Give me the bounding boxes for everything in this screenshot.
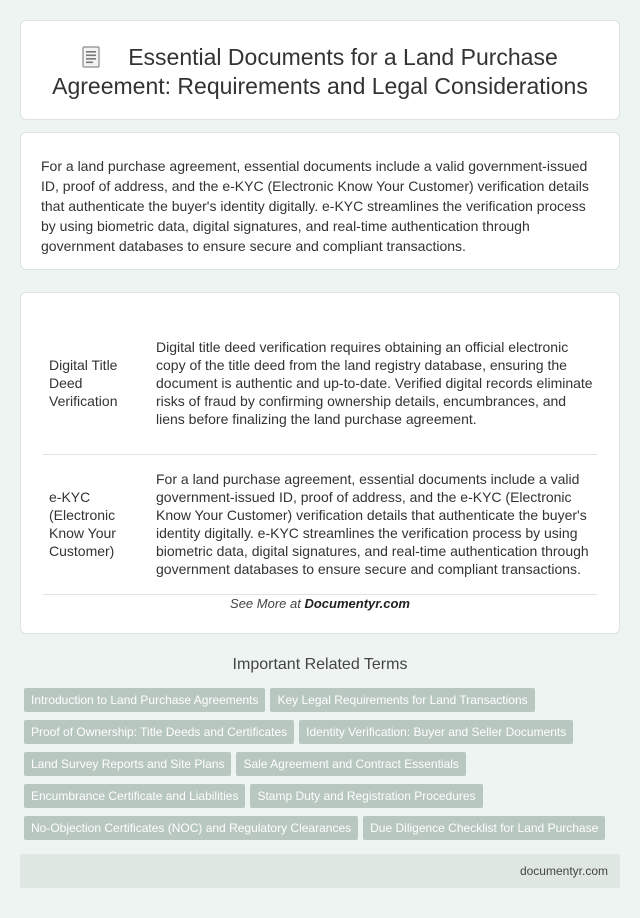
page-title-text: Essential Documents for a Land Purchase Agreement: Requirements and Legal Considerations xyxy=(52,44,588,99)
related-tag[interactable]: Introduction to Land Purchase Agreements xyxy=(24,688,265,712)
term-cell: e-KYC (Electronic Know Your Customer) xyxy=(43,454,156,594)
page-title xyxy=(43,43,597,101)
related-tag[interactable]: Due Diligence Checklist for Land Purchase xyxy=(363,816,605,840)
footer xyxy=(20,854,620,888)
table-row xyxy=(43,313,597,454)
tag-row xyxy=(24,816,624,848)
see-more-site: Documentyr.com xyxy=(304,596,410,611)
related-tag[interactable]: Key Legal Requirements for Land Transactions xyxy=(270,688,534,712)
tag-row xyxy=(24,784,624,816)
related-tag[interactable]: Proof of Ownership: Title Deeds and Certificates xyxy=(24,720,294,744)
title-card xyxy=(20,20,620,120)
tag-row xyxy=(24,688,624,720)
terms-table xyxy=(43,313,597,595)
related-terms-heading: Important Related Terms xyxy=(232,656,408,673)
related-tag[interactable]: No-Objection Certificates (NOC) and Regulatory Clearances xyxy=(24,816,358,840)
description-cell: Digital title deed verification requires obtaining an official electronic copy of the title deed from the land registry database, ensuring the document is authentic and up-to-date. Verified digital records eliminate risks of fraud by confirming ownership details, encumbrances, and liens before finalizing the land purchase agreement. xyxy=(156,313,597,454)
footer-site-link[interactable]: documentyr.com xyxy=(519,864,608,878)
terms-table-card xyxy=(20,292,620,634)
related-terms-tags xyxy=(24,688,624,848)
description-cell: For a land purchase agreement, essential documents include a valid government-issued ID, proof of address, and the e-KYC (Electronic Know Your Customer) verification details that authenticate the buyer's identity digitally. e-KYC streamlines the verification process by using biometric data, digital signatures, and real-time authentication through government databases to ensure secure and compliant transactions. xyxy=(156,454,597,594)
see-more-prefix: See More at xyxy=(230,596,305,611)
related-tag[interactable]: Sale Agreement and Contract Essentials xyxy=(236,752,465,776)
term-cell: Digital Title Deed Verification xyxy=(43,313,156,454)
tag-row xyxy=(24,720,624,752)
related-tag[interactable]: Stamp Duty and Registration Procedures xyxy=(250,784,482,808)
intro-card xyxy=(20,132,620,270)
related-tag[interactable]: Identity Verification: Buyer and Seller Documents xyxy=(299,720,573,744)
see-more-link[interactable] xyxy=(21,596,619,611)
document-icon xyxy=(82,46,100,68)
tag-row xyxy=(24,752,624,784)
intro-text: For a land purchase agreement, essential documents include a valid government-issued ID, proof of address, and the e-KYC (Electronic Know Your Customer) verification details that authenticate the buyer's identity digitally. e-KYC streamlines the verification process by using biometric data, digital signatures, and real-time authentication through government databases to ensure secure and compliant transactions. xyxy=(41,158,589,254)
related-tag[interactable]: Encumbrance Certificate and Liabilities xyxy=(24,784,245,808)
table-row xyxy=(43,454,597,594)
related-tag[interactable]: Land Survey Reports and Site Plans xyxy=(24,752,231,776)
